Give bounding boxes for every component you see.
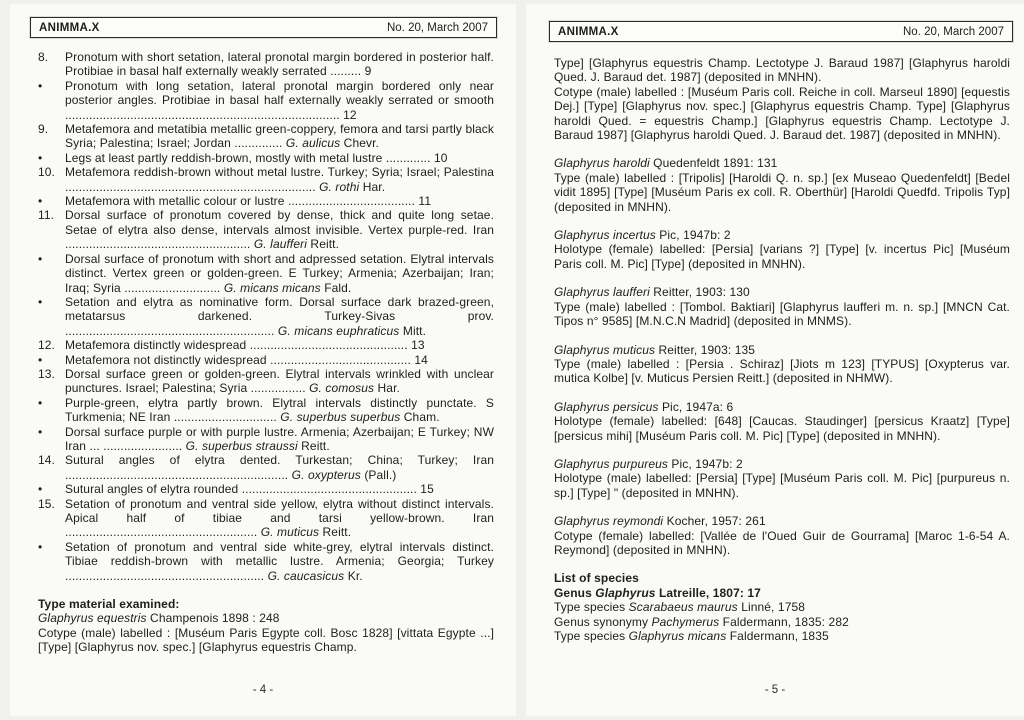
- paragraph: [554, 156, 1010, 170]
- text-run: (Pall.): [360, 467, 397, 482]
- text-run: Metafemora not distinctly widespread ......................................... 14: [65, 352, 428, 367]
- couplet-text: [65, 497, 494, 540]
- paragraph: [554, 171, 1010, 214]
- key-couplet-item: [38, 482, 494, 496]
- paragraph: [554, 357, 1010, 386]
- paragraph: [554, 600, 1010, 614]
- emphasized-text: Glaphyrus micans: [628, 629, 727, 643]
- text-run: Faldermann, 1835: [726, 629, 829, 643]
- emphasized-text: G. comosus: [309, 381, 375, 396]
- couplet-number: 14.: [38, 453, 55, 468]
- bullet-icon: •: [38, 194, 43, 209]
- text-run: Type species: [554, 629, 629, 643]
- paragraph: [38, 611, 494, 625]
- bullet-icon: •: [38, 395, 43, 410]
- couplet-number: 12.: [38, 338, 55, 353]
- emphasized-text: G. muticus: [260, 525, 320, 540]
- right-page-content: [554, 56, 1010, 643]
- couplet-number: 11.: [38, 208, 55, 223]
- emphasized-text: Glaphyrus: [595, 585, 656, 600]
- type-material-text: [38, 611, 494, 654]
- couplet-text: [65, 338, 425, 352]
- bullet-icon: •: [38, 78, 43, 93]
- couplet-number: 8.: [38, 50, 49, 64]
- couplet-text: [65, 540, 494, 583]
- text-run: Setation of pronotum and ventral side yellow, elytra without distinct intervals. Apical half of tibiae and tarsi yellow-brown. Iran ........................................................: [65, 496, 494, 540]
- text-run: Reitt.: [307, 237, 340, 252]
- entry-muticus: [554, 343, 1010, 386]
- text-run: Pic, 1947a: 6: [658, 399, 734, 414]
- key-couplet-item: [38, 295, 494, 338]
- entry-incertus: [554, 228, 1010, 271]
- entry-reymondi: [554, 514, 1010, 557]
- left-page-number: - 4 -: [252, 684, 274, 696]
- key-couplet-item: [38, 194, 494, 208]
- text-run: Metafemora and metatibia metallic green-coppery, femora and tarsi partly black Syria; Palestina; Israel; Jordan ..............: [65, 122, 494, 151]
- text-run: Champenois 1898 : 248: [146, 611, 280, 626]
- emphasized-text: G. laufferi: [253, 237, 307, 252]
- right-page-number: - 5 -: [764, 684, 786, 696]
- text-run: Metafemora reddish-brown without metal lustre. Turkey; Syria; Israel; Palestina .........................................................................: [65, 165, 494, 194]
- text-run: Holotype (female) labelled: [Persia] [varians ?] [Type] [v. incertus Pic] [Muséum Paris coll. M. Pic] [Type] (deposited in MNHN).: [554, 242, 1010, 271]
- text-run: Quedenfeldt 1891: 131: [649, 156, 778, 171]
- text-run: Pronotum with long setation, lateral pronotal margin bordered only near posterior angles. Protibiae in basal half externally weakly serrated or smooth ................................................................................ 12: [65, 78, 494, 122]
- paragraph: [554, 586, 1010, 600]
- species-entries: [554, 56, 1010, 643]
- couplet-text: [65, 79, 494, 122]
- text-run: Cotype (female) labelled: [Vallée de l'Oued Guir de Gourrama] [Maroc 1-6-54 A. Reymond] (deposited in MNHN).: [554, 528, 1010, 557]
- bullet-icon: •: [38, 150, 43, 165]
- text-run: Pronotum with short setation, lateral pronotal margin bordered in posterior half. Protibiae in basal half externally weakly serrated ......... 9: [65, 50, 494, 79]
- key-couplet-item: [38, 122, 494, 151]
- emphasized-text: Glaphyrus laufferi: [554, 285, 650, 300]
- emphasized-text: Latreille, 1807: 17: [655, 585, 761, 600]
- key-couplet-item: [38, 252, 494, 295]
- text-run: Purple-green, elytra partly brown. Elytral intervals distinctly punctate. S Turkmenia; NE Iran ..............................: [65, 395, 494, 425]
- left-page-header: [30, 17, 497, 38]
- emphasized-text: Glaphyrus persicus: [554, 399, 659, 414]
- text-run: Dorsal surface purple or with purple lustre. Armenia; Azerbaijan; E Turkey; NW Iran ... .......................: [65, 424, 494, 453]
- text-run: Setation of pronotum and ventral side white-grey, elytral intervals distinct. Tibiae reddish-brown with metallic lustre. Armenia; Georgia; Turkey ..........................................................: [65, 539, 494, 583]
- text-run: Pic, 1947b: 2: [667, 456, 743, 471]
- text-run: Sutural angles of elytra dented. Turkestan; China; Turkey; Iran .................................................................: [65, 453, 494, 482]
- text-run: Holotype (female) labelled: [648] [Caucas. Staudinger] [persicus Kraatz] [Type] [persicus mihi] [Muséum Paris coll. M. Pic] [Type] (deposited in MNHN).: [554, 414, 1010, 443]
- text-run: Reitter, 1903: 130: [649, 285, 750, 300]
- emphasized-text: Glaphyrus reymondi: [554, 514, 664, 529]
- couplet-text: [65, 208, 494, 251]
- text-run: Cotype (male) labelled : [Muséum Paris Egypte coll. Bosc 1828] [vittata Egypte ...] [Type] [Glaphyrus nov. spec.] [Glaphyrus equestris Champ.: [38, 625, 494, 655]
- text-run: Type] [Glaphyrus equestris Champ. Lectotype J. Baraud 1987] [Glaphyrus haroldi Qued. J. Baraud det. 1987] (deposited in MNHN).: [554, 56, 1010, 85]
- couplet-number: 15.: [38, 496, 55, 511]
- emphasized-text: Genus: [554, 585, 596, 600]
- issue-info: No. 20, March 2007: [386, 21, 488, 34]
- couplet-number: 10.: [38, 165, 55, 180]
- couplet-text: [65, 453, 494, 481]
- emphasized-text: Glaphyrus haroldi: [554, 156, 650, 171]
- text-run: Pic, 1947b: 2: [655, 228, 731, 243]
- couplet-text: [65, 165, 494, 193]
- right-page: [526, 4, 1024, 716]
- bullet-icon: •: [38, 294, 43, 309]
- text-run: Type (male) labelled : [Tombol. Baktiari] [Glaphyrus laufferi m. n. sp.] [MNCN Cat. Tipos n° 9585] [M.N.C.N Madrid] (deposited in MNMS).: [554, 299, 1010, 329]
- paragraph: [554, 285, 1010, 299]
- key-couplet-item: [38, 50, 494, 79]
- couplet-text: [65, 50, 494, 78]
- bullet-icon: •: [38, 352, 43, 367]
- emphasized-text: G. superbus superbus: [280, 410, 401, 425]
- text-run: Har.: [359, 179, 386, 194]
- left-page-content: [38, 50, 494, 655]
- emphasized-text: Glaphyrus muticus: [554, 342, 656, 357]
- couplet-number: 13.: [38, 366, 55, 381]
- couplet-text: [65, 122, 494, 150]
- entry-purpureus: [554, 457, 1010, 500]
- paragraph: [554, 514, 1010, 528]
- text-run: Kocher, 1957: 261: [663, 514, 766, 529]
- text-run: Reitter, 1903: 135: [655, 342, 756, 357]
- identification-key: [38, 50, 494, 583]
- text-run: Dorsal surface green or golden-green. Elytral intervals wrinkled with unclear punctures. Israel; Palestina; Syria ................: [65, 366, 494, 396]
- paragraph: [554, 228, 1010, 242]
- couplet-text: [65, 482, 434, 496]
- couplet-text: [65, 295, 494, 338]
- emphasized-text: G. micans micans: [223, 280, 321, 295]
- couplet-number: 9.: [38, 122, 49, 137]
- paragraph: [554, 400, 1010, 414]
- entry-persicus: [554, 400, 1010, 443]
- couplet-text: [65, 151, 448, 165]
- paragraph: [554, 414, 1010, 443]
- key-couplet-item: [38, 353, 494, 367]
- couplet-text: [65, 367, 494, 395]
- paragraph: [38, 626, 494, 655]
- text-run: Type (male) labelled : [Tripolis] [Haroldi Q. n. sp.] [ex Museao Quedenfeldt] [Bedel vidit 1895] [Type] [Muséum Paris ex coll. R. Oberthür] [Haroldi Quedfd. Tripolis Typ] (deposited in MNHN).: [554, 170, 1010, 214]
- text-run: Mitt.: [399, 323, 427, 338]
- emphasized-text: Pachymerus: [651, 614, 720, 629]
- key-couplet-item: [38, 540, 494, 583]
- bullet-icon: •: [38, 539, 43, 554]
- paragraph: [554, 629, 1010, 643]
- text-run: Har.: [374, 381, 400, 396]
- key-couplet-item: [38, 453, 494, 482]
- key-couplet-item: [38, 151, 494, 165]
- emphasized-text: G. aulicus: [285, 136, 341, 151]
- list-of-species: [554, 571, 1010, 643]
- key-couplet-item: [38, 208, 494, 251]
- couplet-text: [65, 353, 428, 367]
- paragraph: [554, 571, 1010, 585]
- bullet-icon: •: [38, 482, 43, 497]
- key-couplet-item: [38, 165, 494, 194]
- bullet-icon: •: [38, 251, 43, 266]
- text-run: Faldermann, 1835: 282: [719, 614, 849, 629]
- paragraph: [554, 85, 1010, 143]
- emphasized-text: Glaphyrus equestris: [38, 611, 147, 626]
- text-run: Reitt.: [297, 438, 330, 453]
- paragraph: [554, 242, 1010, 271]
- paragraph: [554, 615, 1010, 629]
- emphasized-text: Glaphyrus incertus: [554, 228, 656, 243]
- text-run: Metafemora with metallic colour or lustre ..................................... 11: [65, 194, 432, 209]
- text-run: Metafemora distinctly widespread .............................................. 13: [65, 338, 425, 353]
- couplet-text: [65, 252, 494, 295]
- emphasized-text: Scarabaeus maurus: [628, 600, 738, 615]
- text-run: Type species: [554, 600, 629, 615]
- text-run: Genus synonymy: [554, 614, 652, 629]
- text-run: Dorsal surface of pronotum covered by dense, thick and quite long setae. Setae of elytra also dense, intervals almost invisible. Vertex purple-red. Iran ......................................................: [65, 208, 494, 252]
- right-page-header: [549, 21, 1013, 42]
- key-couplet-item: [38, 79, 494, 122]
- emphasized-text: G. rothi: [319, 179, 360, 194]
- emphasized-text: G. micans euphraticus: [277, 323, 400, 338]
- text-run: Legs at least partly reddish-brown, mostly with metal lustre ............. 10: [65, 150, 448, 165]
- paragraph: [554, 529, 1010, 558]
- key-couplet-item: [38, 497, 494, 540]
- text-run: Setation and elytra as nominative form. Dorsal surface dark brazed-green, metatarsus darkened. Turkey-Sivas prov. .............................................................: [65, 294, 494, 338]
- paragraph: [554, 300, 1010, 329]
- text-run: Holotype (male) labelled: [Persia] [Type] [Muséum Paris coll. M. Pic] [purpureus n. sp.] [Type] " (deposited in MNHN).: [554, 471, 1010, 500]
- journal-title: ANIMMA.X: [558, 25, 619, 38]
- text-run: Fald.: [320, 280, 352, 295]
- type-material-heading: Type material examined:: [38, 597, 180, 612]
- text-run: Dorsal surface of pronotum with short and adpressed setation. Elytral intervals distinct. Vertex green or golden-green. E Turkey; Armenia; Azerbaijan; Iran; Iraq; Syria ............................: [65, 251, 494, 295]
- paragraph: [554, 457, 1010, 471]
- entry-laufferi: [554, 285, 1010, 328]
- text-run: Chevr.: [340, 136, 379, 151]
- key-couplet-item: [38, 367, 494, 396]
- left-page: [10, 4, 516, 716]
- emphasized-text: G. oxypterus: [291, 467, 361, 482]
- key-couplet-item: [38, 396, 494, 425]
- text-run: Kr.: [344, 568, 363, 583]
- paragraph: [554, 343, 1010, 357]
- journal-title: ANIMMA.X: [39, 21, 100, 34]
- entry-haroldi: [554, 156, 1010, 214]
- couplet-text: [65, 194, 431, 208]
- entry-equestris-continuation: [554, 56, 1010, 142]
- text-run: Reitt.: [319, 525, 352, 540]
- emphasized-text: G. caucasicus: [267, 568, 345, 583]
- bullet-icon: •: [38, 424, 43, 439]
- couplet-text: [65, 396, 494, 424]
- emphasized-text: G. superbus straussi: [185, 438, 298, 453]
- emphasized-text: Glaphyrus purpureus: [554, 456, 668, 471]
- key-couplet-item: [38, 425, 494, 454]
- text-run: Cotype (male) labelled : [Muséum Paris coll. Reiche in coll. Marseul 1890] [equestis Dej.] [Type] [Glaphyrus nov. spec.] [Glaphyrus equestris Champ. Type] [Glaphyrus haroldi Qued. = equestris Champ.] [Glaphyrus equestris Champ. Lectotype J. Baraud 1987] [Glaphyrus haroldi Qued. J. Baraud det. 1987] (deposited in MNHN).: [554, 84, 1010, 143]
- paragraph: [554, 471, 1010, 500]
- issue-info: No. 20, March 2007: [902, 25, 1004, 38]
- text-run: Sutural angles of elytra rounded ................................................... 15: [65, 482, 434, 497]
- key-couplet-item: [38, 338, 494, 352]
- emphasized-text: List of species: [554, 571, 639, 586]
- paragraph: [554, 56, 1010, 85]
- text-run: Linné, 1758: [737, 600, 806, 615]
- text-run: Cham.: [400, 410, 440, 425]
- couplet-text: [65, 425, 494, 453]
- text-run: Type (male) labelled : [Persia . Schiraz] [Jiots m 123] [TYPUS] [Oxypterus var. mutica Kolbe] [v. Muticus Persien Reitt.] (deposited in NHMW).: [554, 356, 1010, 386]
- entry-equestris: [38, 611, 494, 654]
